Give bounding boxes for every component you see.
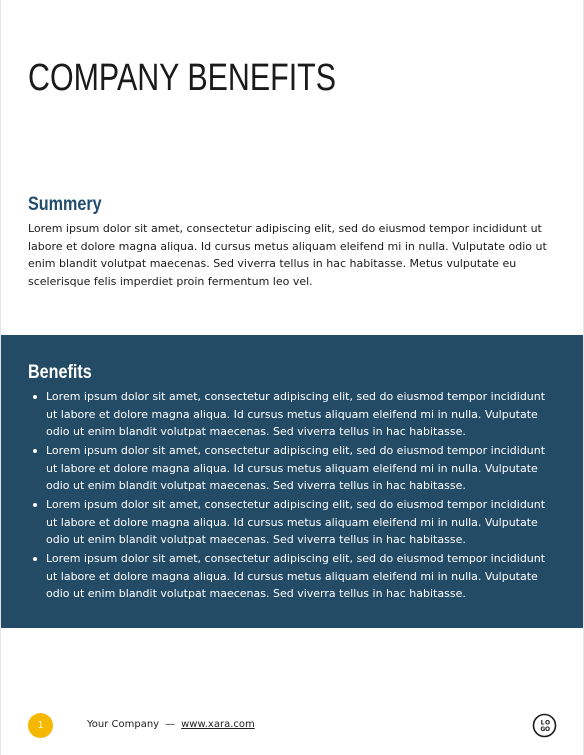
benefit-text: Lorem ipsum dolor sit amet, consectetur adipiscing elit, sed do eiusmod tempor incididunt ut labore et dolore magna aliqua. Id cursus metus aliquam eleifend mi in nulla. Vulputate odio ut enim blandit volutpat maecenas. Sed viverra tellus in hac habitasse. <box>46 552 546 600</box>
benefit-item <box>28 550 553 603</box>
bullet-icon <box>33 557 37 561</box>
svg-text:L: L <box>540 719 545 727</box>
summary-paragraph: Lorem ipsum dolor sit amet, consectetur adipiscing elit, sed do eiusmod tempor incididunt ut labore et dolore magna aliqua. Id cursus metus aliquam eleifend mi in nulla. Vulputate odio ut enim blandit volutpat maecenas. Sed viverra tellus in hac habitasse. Metus vulputate eu scelerisque felis imperdiet proin fermentum leo vel. <box>28 222 547 288</box>
footer-separator: — <box>165 719 176 730</box>
svg-text:O: O <box>545 719 551 727</box>
benefit-text: Lorem ipsum dolor sit amet, consectetur adipiscing elit, sed do eiusmod tempor incididunt ut labore et dolore magna aliqua. Id cursus metus aliquam eleifend mi in nulla. Vulputate odio ut enim blandit volutpat maecenas. Sed viverra tellus in hac habitasse. <box>46 444 546 492</box>
benefit-text: Lorem ipsum dolor sit amet, consectetur adipiscing elit, sed do eiusmod tempor incididunt ut labore et dolore magna aliqua. Id cursus metus aliquam eleifend mi in nulla. Vulputate odio ut enim blandit volutpat maecenas. Sed viverra tellus in hac habitasse. <box>46 390 546 438</box>
bullet-icon <box>33 395 37 399</box>
benefit-item <box>28 442 553 495</box>
bullet-icon <box>33 449 37 453</box>
benefit-text: Lorem ipsum dolor sit amet, consectetur adipiscing elit, sed do eiusmod tempor incididunt ut labore et dolore magna aliqua. Id cursus metus aliquam eleifend mi in nulla. Vulputate odio ut enim blandit volutpat maecenas. Sed viverra tellus in hac habitasse. <box>46 498 546 546</box>
benefits-heading: Benefits <box>28 362 92 383</box>
summary-heading: Summery <box>28 194 102 215</box>
svg-text:O: O <box>545 725 551 733</box>
benefit-item <box>28 388 553 441</box>
page-title: COMPANY BENEFITS <box>28 57 336 99</box>
footer-company-line <box>87 719 255 730</box>
logo-icon <box>532 713 557 738</box>
benefits-section <box>1 335 583 628</box>
svg-text:G: G <box>540 725 546 733</box>
page-number-badge: 1 <box>28 713 53 738</box>
bullet-icon <box>33 503 37 507</box>
footer-company-name: Your Company <box>87 719 160 730</box>
footer-website-link[interactable]: www.xara.com <box>181 719 255 730</box>
benefits-list <box>28 388 553 604</box>
benefit-item <box>28 496 553 549</box>
